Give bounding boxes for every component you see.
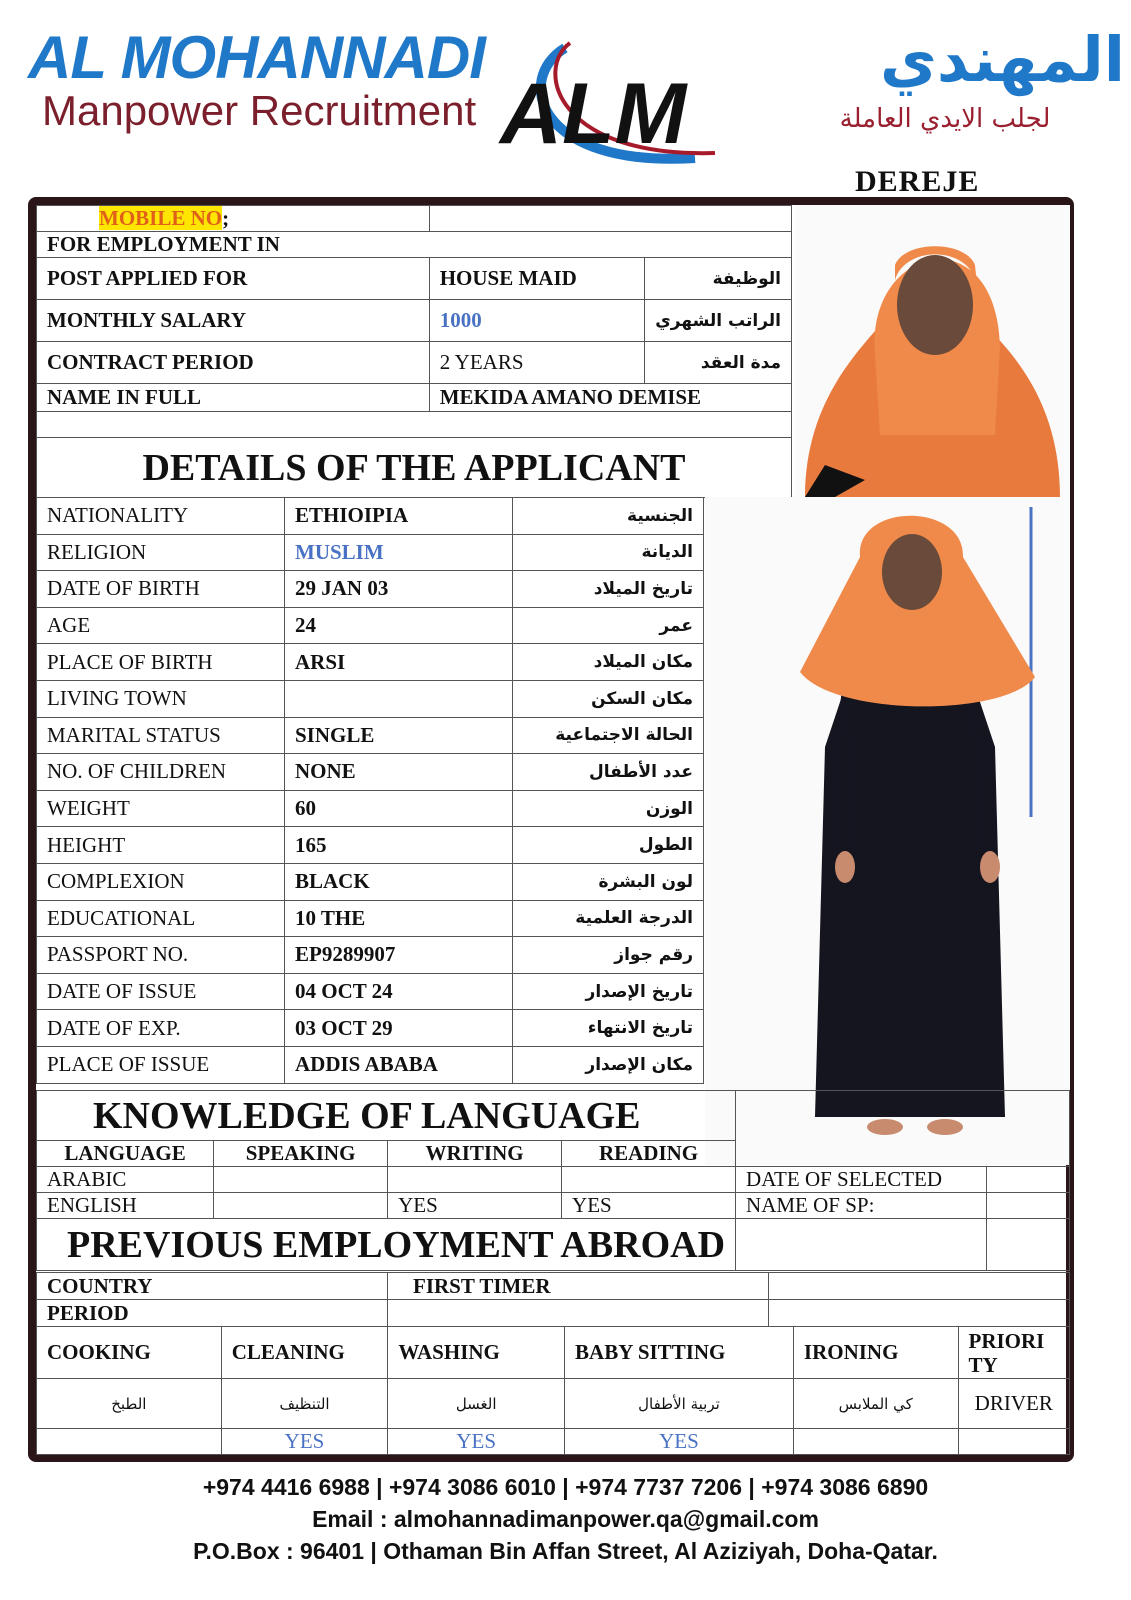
full-body-icon xyxy=(705,497,1070,1165)
blank-cell xyxy=(769,1273,1070,1300)
details-title: DETAILS OF THE APPLICANT xyxy=(37,438,792,498)
footer-email[interactable]: Email : almohannadimanpower.qa@gmail.com xyxy=(312,1506,819,1532)
detail-label: NATIONALITY xyxy=(37,498,285,535)
skill-header: CLEANING xyxy=(221,1327,388,1379)
detail-value: BLACK xyxy=(285,863,513,900)
detail-value: 165 xyxy=(285,827,513,864)
full-body-photo xyxy=(705,497,1070,1165)
details-row xyxy=(37,680,704,717)
date-selected-label: DATE OF SELECTED xyxy=(736,1167,987,1193)
skill-ar: الغسل xyxy=(388,1379,565,1429)
lang-header-language: LANGUAGE xyxy=(37,1141,214,1167)
lang-header-writing: WRITING xyxy=(388,1141,562,1167)
detail-label: MARITAL STATUS xyxy=(37,717,285,754)
detail-ar: تاريخ الانتهاء xyxy=(513,1010,704,1047)
language-table xyxy=(36,1090,1070,1271)
details-row xyxy=(37,900,704,937)
top-ar: الراتب الشهري xyxy=(645,300,792,342)
skill-value: YES xyxy=(388,1429,565,1455)
skill-ar: الطبخ xyxy=(37,1379,222,1429)
top-ar: الوظيفة xyxy=(645,258,792,300)
skill-value: YES xyxy=(221,1429,388,1455)
lang-speaking xyxy=(214,1167,388,1193)
mobile-value[interactable] xyxy=(429,206,791,232)
blank-row xyxy=(37,412,792,438)
top-ar: مدة العقد xyxy=(645,342,792,384)
details-row xyxy=(37,1046,704,1083)
logo-swoosh-icon xyxy=(495,18,735,178)
top-label: POST APPLIED FOR xyxy=(37,258,430,300)
detail-ar: عمر xyxy=(513,607,704,644)
detail-ar: لون البشرة xyxy=(513,863,704,900)
details-row xyxy=(37,863,704,900)
lang-header-speaking: SPEAKING xyxy=(214,1141,388,1167)
detail-value: NONE xyxy=(285,754,513,791)
skill-header: COOKING xyxy=(37,1327,222,1379)
detail-value: 03 OCT 29 xyxy=(285,1010,513,1047)
top-value: 2 YEARS xyxy=(429,342,644,384)
skill-ar: كي الملابس xyxy=(793,1379,958,1429)
lang-name: ENGLISH xyxy=(37,1193,214,1219)
details-row xyxy=(37,790,704,827)
skill-value: YES xyxy=(565,1429,794,1455)
skill-header: IRONING xyxy=(793,1327,958,1379)
blank-cell xyxy=(987,1219,1070,1271)
detail-label: LIVING TOWN xyxy=(37,680,285,717)
period-value xyxy=(388,1300,769,1327)
date-selected-value[interactable] xyxy=(987,1167,1070,1193)
top-row xyxy=(37,258,792,300)
brand-name-ar: المهندي xyxy=(880,23,1125,96)
details-row xyxy=(37,973,704,1010)
employment-label: FOR EMPLOYMENT IN xyxy=(37,232,792,258)
detail-ar: الدرجة العلمية xyxy=(513,900,704,937)
headshot-icon xyxy=(795,205,1070,497)
lang-writing xyxy=(388,1167,562,1193)
brand-name: AL MOHANNADI xyxy=(28,24,485,91)
details-row xyxy=(37,534,704,571)
alm-logo xyxy=(495,18,735,178)
agent-name: DEREJE xyxy=(855,165,980,198)
blank-cell xyxy=(736,1219,987,1271)
brand-subtitle-ar: لجلب الايدي العاملة xyxy=(839,104,1051,134)
skill-value xyxy=(793,1429,958,1455)
detail-label: PLACE OF ISSUE xyxy=(37,1046,285,1083)
details-table xyxy=(36,497,704,1084)
sponsor-label: NAME OF SP: xyxy=(736,1193,987,1219)
detail-label: PLACE OF BIRTH xyxy=(37,644,285,681)
mobile-sep: ; xyxy=(222,206,230,230)
top-label: CONTRACT PERIOD xyxy=(37,342,430,384)
details-row xyxy=(37,754,704,791)
top-row xyxy=(37,300,792,342)
lang-reading xyxy=(562,1167,736,1193)
detail-label: HEIGHT xyxy=(37,827,285,864)
detail-value: 60 xyxy=(285,790,513,827)
detail-label: DATE OF BIRTH xyxy=(37,571,285,608)
footer-phones: +974 4416 6988 | +974 3086 6010 | +974 7737 7206 | +974 3086 6890 xyxy=(202,1474,929,1500)
top-info-table xyxy=(36,205,792,498)
skill-header: WASHING xyxy=(388,1327,565,1379)
blank-side xyxy=(736,1091,1070,1167)
top-label: MONTHLY SALARY xyxy=(37,300,430,342)
details-row xyxy=(37,571,704,608)
detail-label: DATE OF EXP. xyxy=(37,1010,285,1047)
detail-value: ADDIS ABABA xyxy=(285,1046,513,1083)
country-value: FIRST TIMER xyxy=(388,1273,769,1300)
detail-ar: تاريخ الإصدار xyxy=(513,973,704,1010)
detail-ar: مكان الميلاد xyxy=(513,644,704,681)
details-row xyxy=(37,607,704,644)
details-row xyxy=(37,717,704,754)
detail-value: 04 OCT 24 xyxy=(285,973,513,1010)
brand-subtitle: Manpower Recruitment xyxy=(42,87,477,134)
detail-value: 10 THE xyxy=(285,900,513,937)
footer-address: P.O.Box : 96401 | Othaman Bin Affan Street, Al Aziziyah, Doha-Qatar. xyxy=(193,1538,938,1564)
detail-value: MUSLIM xyxy=(285,534,513,571)
skills-table xyxy=(36,1326,1070,1455)
lang-reading: YES xyxy=(562,1193,736,1219)
skill-value xyxy=(37,1429,222,1455)
name-label: NAME IN FULL xyxy=(37,384,430,412)
top-value: HOUSE MAID xyxy=(429,258,644,300)
detail-label: COMPLEXION xyxy=(37,863,285,900)
previous-title: PREVIOUS EMPLOYMENT ABROAD xyxy=(37,1219,736,1271)
skill-header: BABY SITTING xyxy=(565,1327,794,1379)
detail-ar: الديانة xyxy=(513,534,704,571)
name-value: MEKIDA AMANO DEMISE xyxy=(429,384,791,412)
language-title: KNOWLEDGE OF LANGUAGE xyxy=(37,1091,736,1141)
logo-text: ALM xyxy=(500,66,687,162)
skill-value xyxy=(958,1429,1069,1455)
headshot-photo xyxy=(795,205,1070,497)
lang-header-reading: READING xyxy=(562,1141,736,1167)
top-row xyxy=(37,342,792,384)
period-label: PERIOD xyxy=(37,1300,388,1327)
detail-value: 24 xyxy=(285,607,513,644)
detail-ar: تاريخ الميلاد xyxy=(513,571,704,608)
details-row xyxy=(37,1010,704,1047)
detail-ar: عدد الأطفال xyxy=(513,754,704,791)
detail-label: NO. OF CHILDREN xyxy=(37,754,285,791)
detail-label: WEIGHT xyxy=(37,790,285,827)
details-row xyxy=(37,937,704,974)
top-value: 1000 xyxy=(429,300,644,342)
detail-value: ARSI xyxy=(285,644,513,681)
blank-cell xyxy=(769,1300,1070,1327)
detail-label: EDUCATIONAL xyxy=(37,900,285,937)
skill-ar: التنظيف xyxy=(221,1379,388,1429)
detail-label: RELIGION xyxy=(37,534,285,571)
detail-label: PASSPORT NO. xyxy=(37,937,285,974)
detail-value xyxy=(285,680,513,717)
detail-value: 29 JAN 03 xyxy=(285,571,513,608)
skill-priority: DRIVER xyxy=(958,1379,1069,1429)
detail-label: AGE xyxy=(37,607,285,644)
lang-speaking xyxy=(214,1193,388,1219)
detail-ar: الوزن xyxy=(513,790,704,827)
detail-ar: الطول xyxy=(513,827,704,864)
country-label: COUNTRY xyxy=(37,1273,388,1300)
details-row xyxy=(37,644,704,681)
detail-value: ETHIOIPIA xyxy=(285,498,513,535)
detail-ar: مكان السكن xyxy=(513,680,704,717)
detail-value: EP9289907 xyxy=(285,937,513,974)
detail-ar: الحالة الاجتماعية xyxy=(513,717,704,754)
lang-name: ARABIC xyxy=(37,1167,214,1193)
previous-table xyxy=(36,1272,1070,1327)
details-row xyxy=(37,498,704,535)
lang-writing: YES xyxy=(388,1193,562,1219)
skill-ar: تربية الأطفال xyxy=(565,1379,794,1429)
mobile-cell xyxy=(37,206,430,232)
detail-value: SINGLE xyxy=(285,717,513,754)
details-row xyxy=(37,827,704,864)
detail-ar: مكان الإصدار xyxy=(513,1046,704,1083)
sponsor-value[interactable] xyxy=(987,1193,1070,1219)
detail-ar: الجنسية xyxy=(513,498,704,535)
skill-header: PRIORI TY xyxy=(958,1327,1069,1379)
detail-label: DATE OF ISSUE xyxy=(37,973,285,1010)
detail-ar: رقم جواز xyxy=(513,937,704,974)
mobile-label: MOBILE NO xyxy=(99,206,223,230)
